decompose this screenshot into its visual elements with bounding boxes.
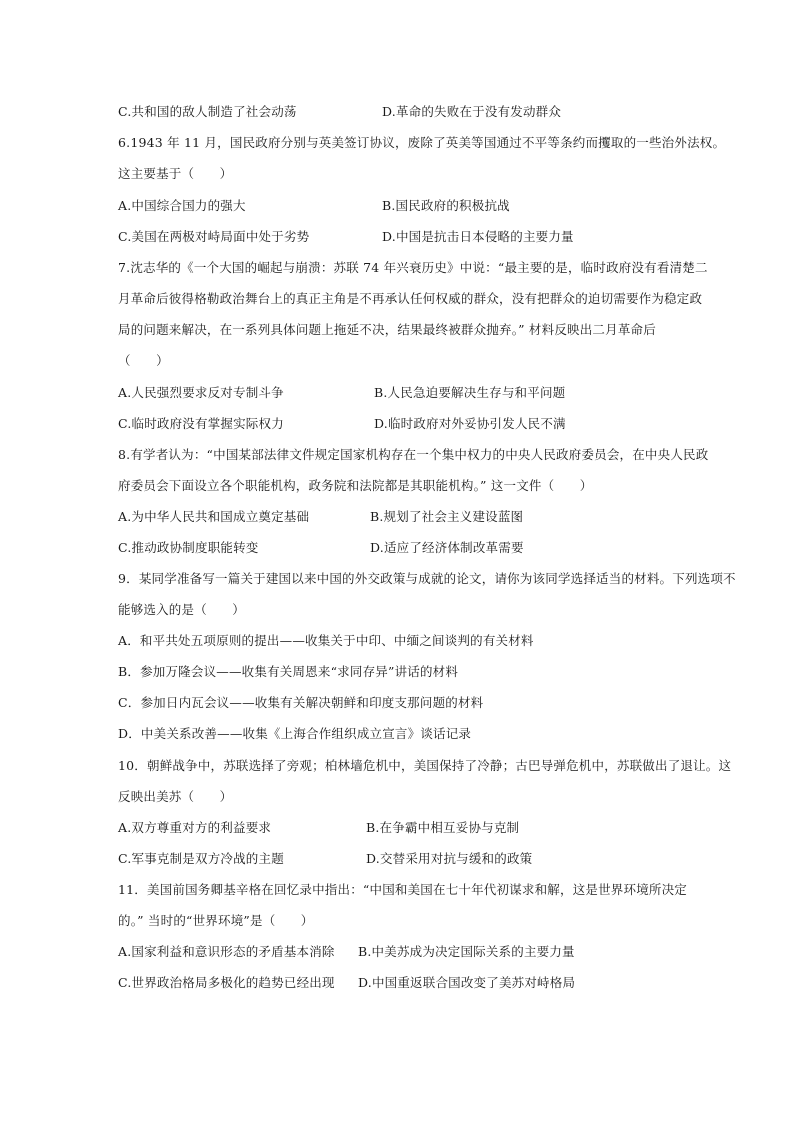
text-line — [118, 447, 708, 463]
text-line — [118, 633, 534, 649]
option-text-right: B.中美苏成为决定国际关系的主要力量 — [358, 944, 575, 959]
line-text: 这主要基于（ ） — [118, 166, 233, 181]
line-text: 7.沈志华的《一个大国的崛起与崩溃：苏联 74 年兴衰历史》中说：“最主要的是，临时政府没有看清楚二 — [118, 260, 708, 275]
option-text-right: D.适应了经济体制改革需要 — [370, 540, 524, 555]
line-text: 反映出美苏（ ） — [118, 789, 233, 804]
text-line — [118, 353, 169, 369]
line-text: 局的问题来解决，在一系列具体问题上拖延不决，结果最终被群众抛弃。” 材料反映出二月革命后 — [118, 322, 656, 337]
text-line — [118, 198, 510, 214]
line-text: A.中国综合国力的强大 — [118, 198, 246, 213]
text-line — [118, 882, 687, 898]
line-text: 6.1943 年 11 月，国民政府分别与英美签订协议，废除了英美等国通过不平等条约而攫取的一些治外法权。 — [118, 135, 726, 150]
line-text: A.为中华人民共和国成立奠定基础 — [118, 509, 310, 524]
line-text: C.临时政府没有掌握实际权力 — [118, 416, 284, 431]
option-text-right: D.中国是抗击日本侵略的主要力量 — [382, 229, 574, 244]
text-line — [118, 291, 702, 307]
line-text: 9．某同学准备写一篇关于建国以来中国的外交政策与成就的论文，请你为该同学选择适当的材料。下列选项不 — [118, 571, 736, 586]
line-text: 月革命后彼得格勒政治舞台上的真正主角是不再承认任何权威的群众，没有把群众的迫切需要作为稳定政 — [118, 291, 703, 306]
text-line — [118, 540, 524, 556]
text-line — [118, 602, 245, 618]
text-line — [118, 851, 533, 867]
option-text-right: D.革命的失败在于没有发动群众 — [382, 104, 562, 119]
text-line — [118, 944, 575, 960]
line-text: C.军事克制是双方冷战的主题 — [118, 851, 284, 866]
line-text: （ ） — [118, 353, 169, 368]
line-text: 能够选入的是（ ） — [118, 602, 246, 617]
option-text-right: B.人民急迫要解决生存与和平问题 — [374, 385, 566, 400]
text-line — [118, 664, 458, 680]
option-text-right: B.规划了社会主义建设蓝图 — [370, 509, 524, 524]
text-line — [118, 416, 566, 432]
line-text: C．参加日内瓦会议——收集有关解决朝鲜和印度支那问题的材料 — [118, 695, 484, 710]
text-line — [118, 789, 232, 805]
line-text: 的。” 当时的“世界环境”是（ ） — [118, 913, 314, 928]
option-text-right: D.临时政府对外妥协引发人民不满 — [374, 416, 566, 431]
text-line — [118, 135, 725, 151]
line-text: C.世界政治格局多极化的趋势已经出现 — [118, 975, 335, 990]
text-line — [118, 726, 471, 742]
text-line — [118, 509, 524, 525]
text-line — [118, 260, 708, 276]
text-line — [118, 104, 562, 120]
text-line — [118, 913, 314, 929]
line-text: C.美国在两极对峙局面中处于劣势 — [118, 229, 310, 244]
line-text: 10．朝鲜战争中，苏联选择了旁观；柏林墙危机中，美国保持了冷静；古巴导弹危机中，苏联做出了退让。这 — [118, 758, 732, 773]
text-line — [118, 571, 736, 587]
option-text-right: B.在争霸中相互妥协与克制 — [366, 820, 520, 835]
text-line — [118, 385, 566, 401]
line-text: A.双方尊重对方的利益要求 — [118, 820, 272, 835]
line-text: 府委员会下面设立各个职能机构，政务院和法院都是其职能机构。” 这一文件（ ） — [118, 478, 593, 493]
option-text-right: D.中国重返联合国改变了美苏对峙格局 — [358, 975, 576, 990]
text-line — [118, 695, 483, 711]
text-line — [118, 820, 520, 836]
line-text: B．参加万隆会议——收集有关周恩来“求同存异”讲话的材料 — [118, 664, 459, 679]
text-line — [118, 229, 574, 245]
text-line — [118, 166, 232, 182]
line-text: A.国家利益和意识形态的矛盾基本消除 — [118, 944, 335, 959]
text-line — [118, 758, 731, 774]
option-text-right: D.交替采用对抗与缓和的政策 — [366, 851, 533, 866]
text-line — [118, 322, 656, 338]
option-text-right: B.国民政府的积极抗战 — [382, 198, 510, 213]
line-text: 8.有学者认为：“中国某部法律文件规定国家机构存在一个集中权力的中央人民政府委员会，在中央人民政 — [118, 447, 709, 462]
line-text: C.共和国的敌人制造了社会动荡 — [118, 104, 297, 119]
text-line — [118, 478, 592, 494]
line-text: A.人民强烈要求反对专制斗争 — [118, 385, 284, 400]
line-text: A．和平共处五项原则的提出——收集关于中印、中缅之间谈判的有关材料 — [118, 633, 534, 648]
line-text: D．中美关系改善——收集《上海合作组织成立宣言》谈话记录 — [118, 726, 472, 741]
line-text: C.推动政协制度职能转变 — [118, 540, 259, 555]
text-line — [118, 975, 576, 991]
line-text: 11．美国前国务卿基辛格在回忆录中指出：“中国和美国在七十年代初谋求和解，这是世界环境所决定 — [118, 882, 687, 897]
